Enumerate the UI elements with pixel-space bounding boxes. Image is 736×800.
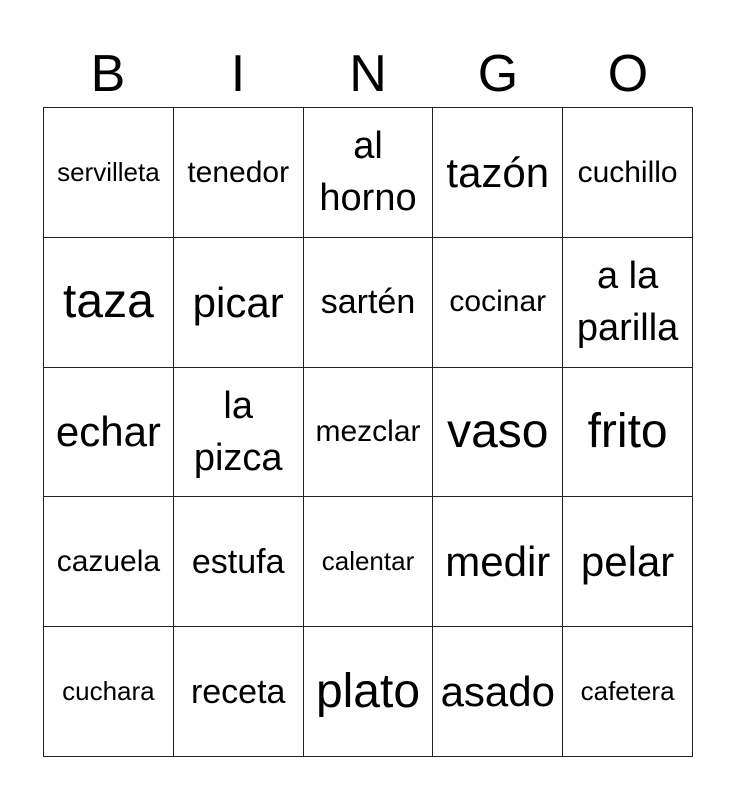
bingo-cell[interactable]: a la parilla xyxy=(563,238,693,368)
bingo-cell[interactable]: plato xyxy=(304,627,434,757)
bingo-cell[interactable]: la pizca xyxy=(174,368,304,498)
header-letter-n: N xyxy=(349,45,387,103)
bingo-cell[interactable]: al horno xyxy=(304,108,434,238)
header-letter-g: G xyxy=(477,45,519,103)
bingo-cell[interactable]: cuchara xyxy=(44,627,174,757)
bingo-cell[interactable]: asado xyxy=(433,627,563,757)
bingo-cell[interactable]: calentar xyxy=(304,497,434,627)
header-letter-b: B xyxy=(90,45,126,103)
bingo-cell[interactable]: tazón xyxy=(433,108,563,238)
bingo-cell[interactable]: taza xyxy=(44,238,174,368)
bingo-cell[interactable]: picar xyxy=(174,238,304,368)
bingo-cell[interactable]: cazuela xyxy=(44,497,174,627)
bingo-cell[interactable]: cuchillo xyxy=(563,108,693,238)
bingo-cell[interactable]: medir xyxy=(433,497,563,627)
bingo-cell[interactable]: echar xyxy=(44,368,174,498)
bingo-cell[interactable]: receta xyxy=(174,627,304,757)
bingo-cell[interactable]: pelar xyxy=(563,497,693,627)
bingo-cell[interactable]: frito xyxy=(563,368,693,498)
bingo-cell[interactable]: vaso xyxy=(433,368,563,498)
bingo-cell[interactable]: cafetera xyxy=(563,627,693,757)
bingo-cell[interactable]: estufa xyxy=(174,497,304,627)
bingo-cell[interactable]: tenedor xyxy=(174,108,304,238)
header-letter-o: O xyxy=(607,45,649,103)
bingo-header xyxy=(43,42,693,106)
header-letter-i: I xyxy=(230,45,246,103)
bingo-board xyxy=(43,107,693,757)
bingo-cell[interactable]: servilleta xyxy=(44,108,174,238)
bingo-cell[interactable]: sartén xyxy=(304,238,434,368)
bingo-cell[interactable]: mezclar xyxy=(304,368,434,498)
bingo-cell[interactable]: cocinar xyxy=(433,238,563,368)
